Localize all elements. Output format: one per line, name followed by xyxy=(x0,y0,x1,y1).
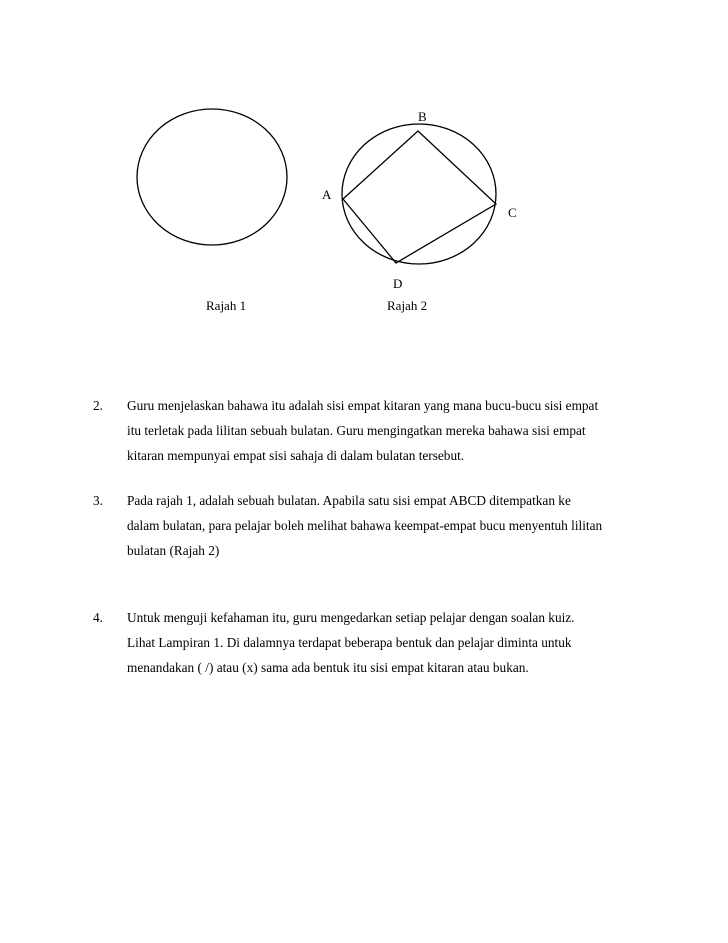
list-item-number: 4. xyxy=(93,610,103,625)
list-item-line: kitaran mempunyai empat sisi sahaja di dalam bulatan tersebut. xyxy=(127,448,465,463)
figure1-caption: Rajah 1 xyxy=(206,298,247,313)
list-item-line: Pada rajah 1, adalah sebuah bulatan. Apabila satu sisi empat ABCD ditempatkan ke xyxy=(127,493,571,508)
list-item-3 xyxy=(93,488,663,563)
list-item-line: Lihat Lampiran 1. Di dalamnya terdapat beberapa bentuk dan pelajar diminta untuk xyxy=(127,635,572,650)
list-item-4 xyxy=(93,605,663,680)
list-item-line: bulatan (Rajah 2) xyxy=(127,543,220,558)
vertex-label-d: D xyxy=(393,276,403,291)
figures-area xyxy=(0,0,728,340)
list-item-line: Untuk menguji kefahaman itu, guru mengedarkan setiap pelajar dengan soalan kuiz. xyxy=(127,610,575,625)
list-item-line: Guru menjelaskan bahawa itu adalah sisi empat kitaran yang mana bucu-bucu sisi empat xyxy=(127,398,599,413)
figure1-circle xyxy=(137,109,287,245)
list-item-line: menandakan ( /) atau (x) sama ada bentuk itu sisi empat kitaran atau bukan. xyxy=(127,660,529,675)
vertex-label-b: B xyxy=(418,109,427,124)
figures-svg xyxy=(0,0,728,340)
vertex-label-a: A xyxy=(322,187,332,202)
vertex-label-c: C xyxy=(508,205,517,220)
list-item-line: itu terletak pada lilitan sebuah bulatan. Guru mengingatkan mereka bahawa sisi empat xyxy=(127,423,586,438)
figure2-circle xyxy=(342,124,496,264)
list-item-number: 2. xyxy=(93,398,103,413)
list-item-line: dalam bulatan, para pelajar boleh melihat bahawa keempat-empat bucu menyentuh lilitan xyxy=(127,518,603,533)
figure2-caption: Rajah 2 xyxy=(387,298,428,313)
list-item-2 xyxy=(93,393,663,468)
list-item-number: 3. xyxy=(93,493,103,508)
